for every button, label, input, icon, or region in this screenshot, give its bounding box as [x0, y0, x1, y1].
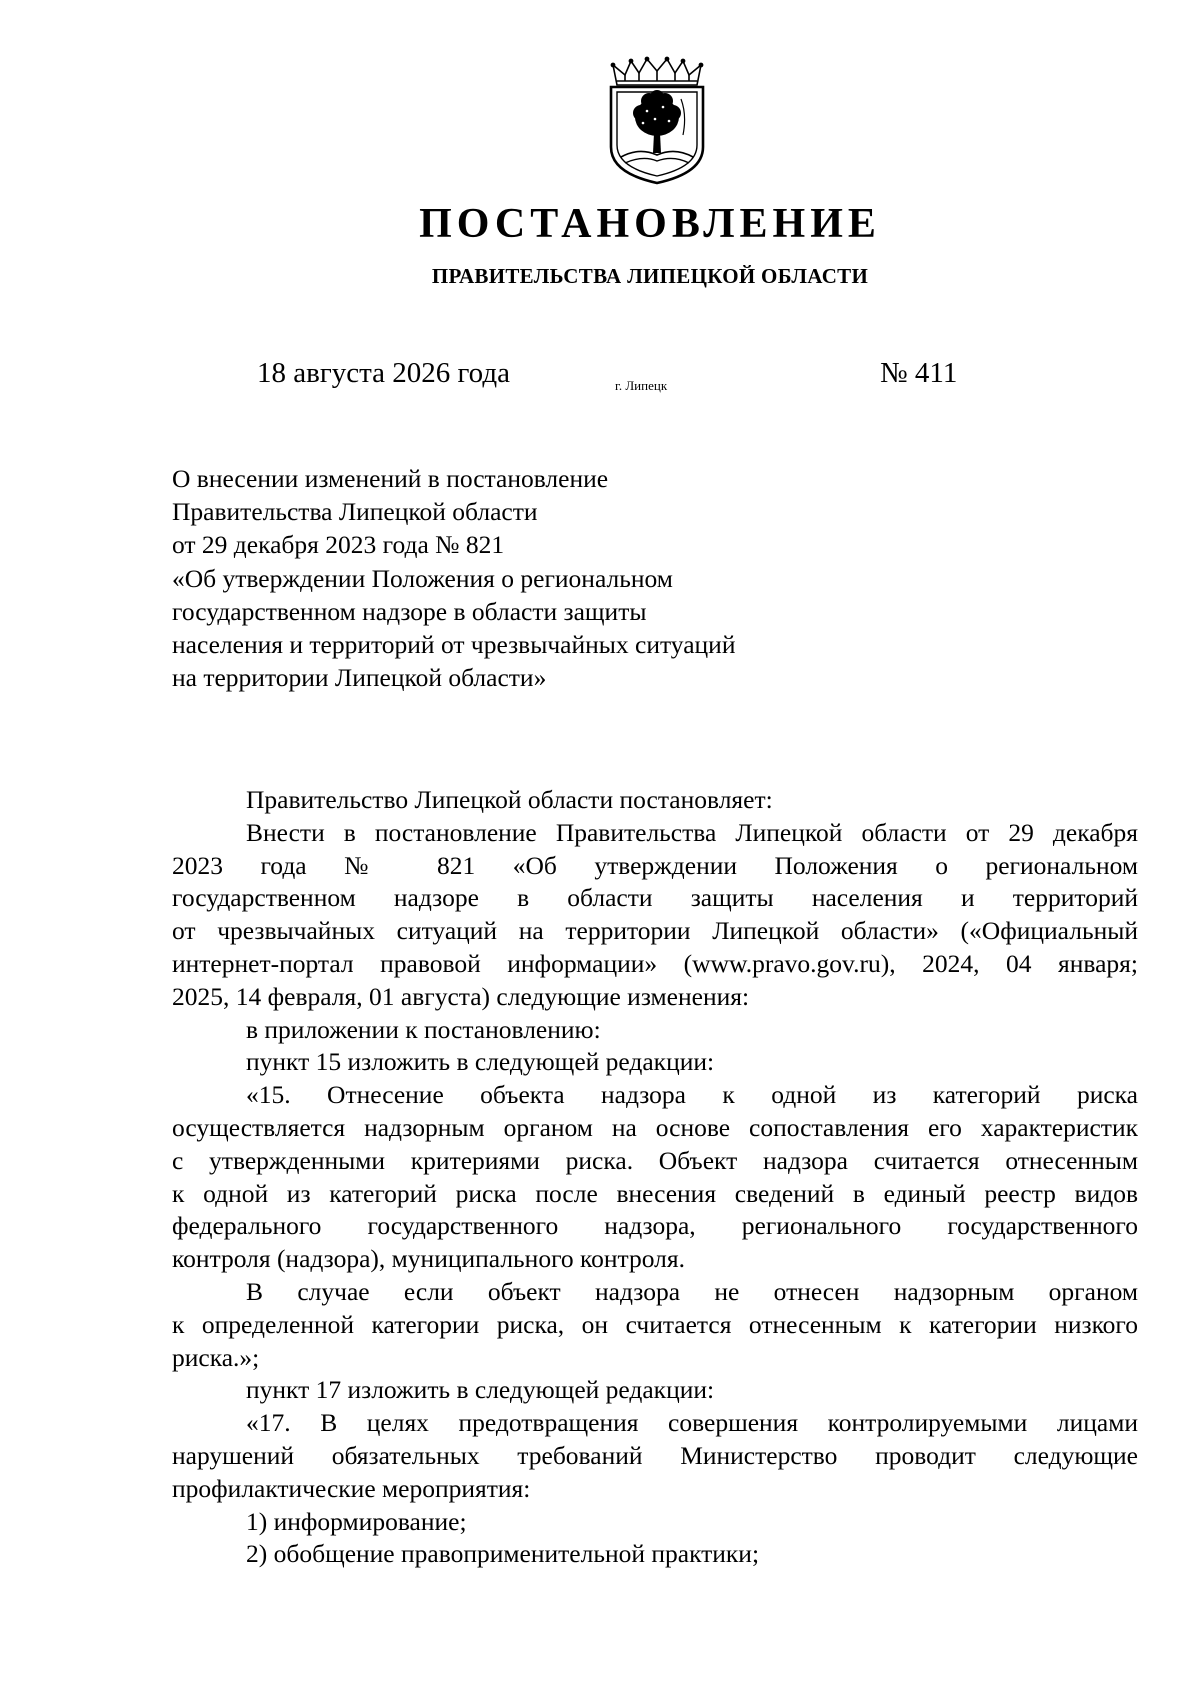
- subject-line: на территории Липецкой области»: [172, 663, 547, 693]
- body-line: к определенной категории риска, он считается отнесенным к категории низкого: [172, 1309, 1138, 1339]
- document-number: № 411: [880, 357, 958, 389]
- body-line: федерального государственного надзора, регионального государственного: [172, 1211, 1138, 1241]
- body-line: «17. В целях предотвращения совершения контролируемыми лицами: [246, 1408, 1138, 1438]
- document-city: г. Липецк: [615, 378, 668, 393]
- body-line: риска.»;: [172, 1342, 260, 1372]
- issuer-title: ПРАВИТЕЛЬСТВА ЛИПЕЦКОЙ ОБЛАСТИ: [431, 264, 869, 288]
- body-line: с утвержденными критериями риска. Объект надзора считается отнесенным: [172, 1145, 1138, 1175]
- body-line: осуществляется надзорным органом на основе сопоставления его характеристик: [172, 1112, 1138, 1142]
- body-line: профилактические мероприятия:: [172, 1473, 531, 1503]
- body-line: Внести в постановление Правительства Липецкой области от 29 декабря: [246, 817, 1138, 847]
- body-line: 1) информирование;: [246, 1506, 467, 1536]
- subject-line: Правительства Липецкой области: [172, 497, 538, 527]
- body-line: 2) обобщение правоприменительной практики;: [246, 1539, 760, 1569]
- body-line: пункт 17 изложить в следующей редакции:: [246, 1375, 715, 1405]
- document-body: [172, 784, 1138, 1571]
- body-line: к одной из категорий риска после внесения сведений в единый реестр видов: [172, 1178, 1138, 1208]
- body-line: Правительство Липецкой области постановляет:: [246, 785, 773, 814]
- coat-of-arms-emblem: [603, 55, 711, 185]
- body-line: «15. Отнесение объекта надзора к одной из категорий риска: [246, 1080, 1138, 1110]
- document-subject: [172, 462, 872, 694]
- subject-line: государственном надзоре в области защиты: [172, 596, 647, 626]
- subject-line: населения и территорий от чрезвычайных ситуаций: [172, 630, 736, 660]
- body-line: в приложении к постановлению:: [246, 1014, 601, 1044]
- subject-line: «Об утверждении Положения о региональном: [172, 563, 673, 593]
- body-line: 2023 года № 821 «Об утверждении Положения о региональном: [172, 850, 1138, 880]
- subject-line: от 29 декабря 2023 года № 821: [172, 530, 505, 560]
- body-line: нарушений обязательных требований Министерство проводит следующие: [172, 1440, 1138, 1470]
- body-line: от чрезвычайных ситуаций на территории Липецкой области» («Официальный: [172, 916, 1138, 946]
- subject-line: О внесении изменений в постановление: [172, 464, 609, 493]
- body-line: интернет-портал правовой информации» (www.pravo.gov.ru), 2024, 04 января;: [172, 948, 1138, 978]
- body-line: 2025, 14 февраля, 01 августа) следующие изменения:: [172, 981, 750, 1011]
- body-line: В случае если объект надзора не отнесен надзорным органом: [246, 1276, 1138, 1306]
- body-line: пункт 15 изложить в следующей редакции:: [246, 1047, 715, 1077]
- body-line: контроля (надзора), муниципального контроля.: [172, 1244, 685, 1274]
- body-line: государственном надзоре в области защиты населения и территорий: [172, 883, 1138, 913]
- document-date: 18 августа 2026 года: [257, 357, 510, 389]
- document-type-title: ПОСТАНОВЛЕНИЕ: [419, 201, 881, 247]
